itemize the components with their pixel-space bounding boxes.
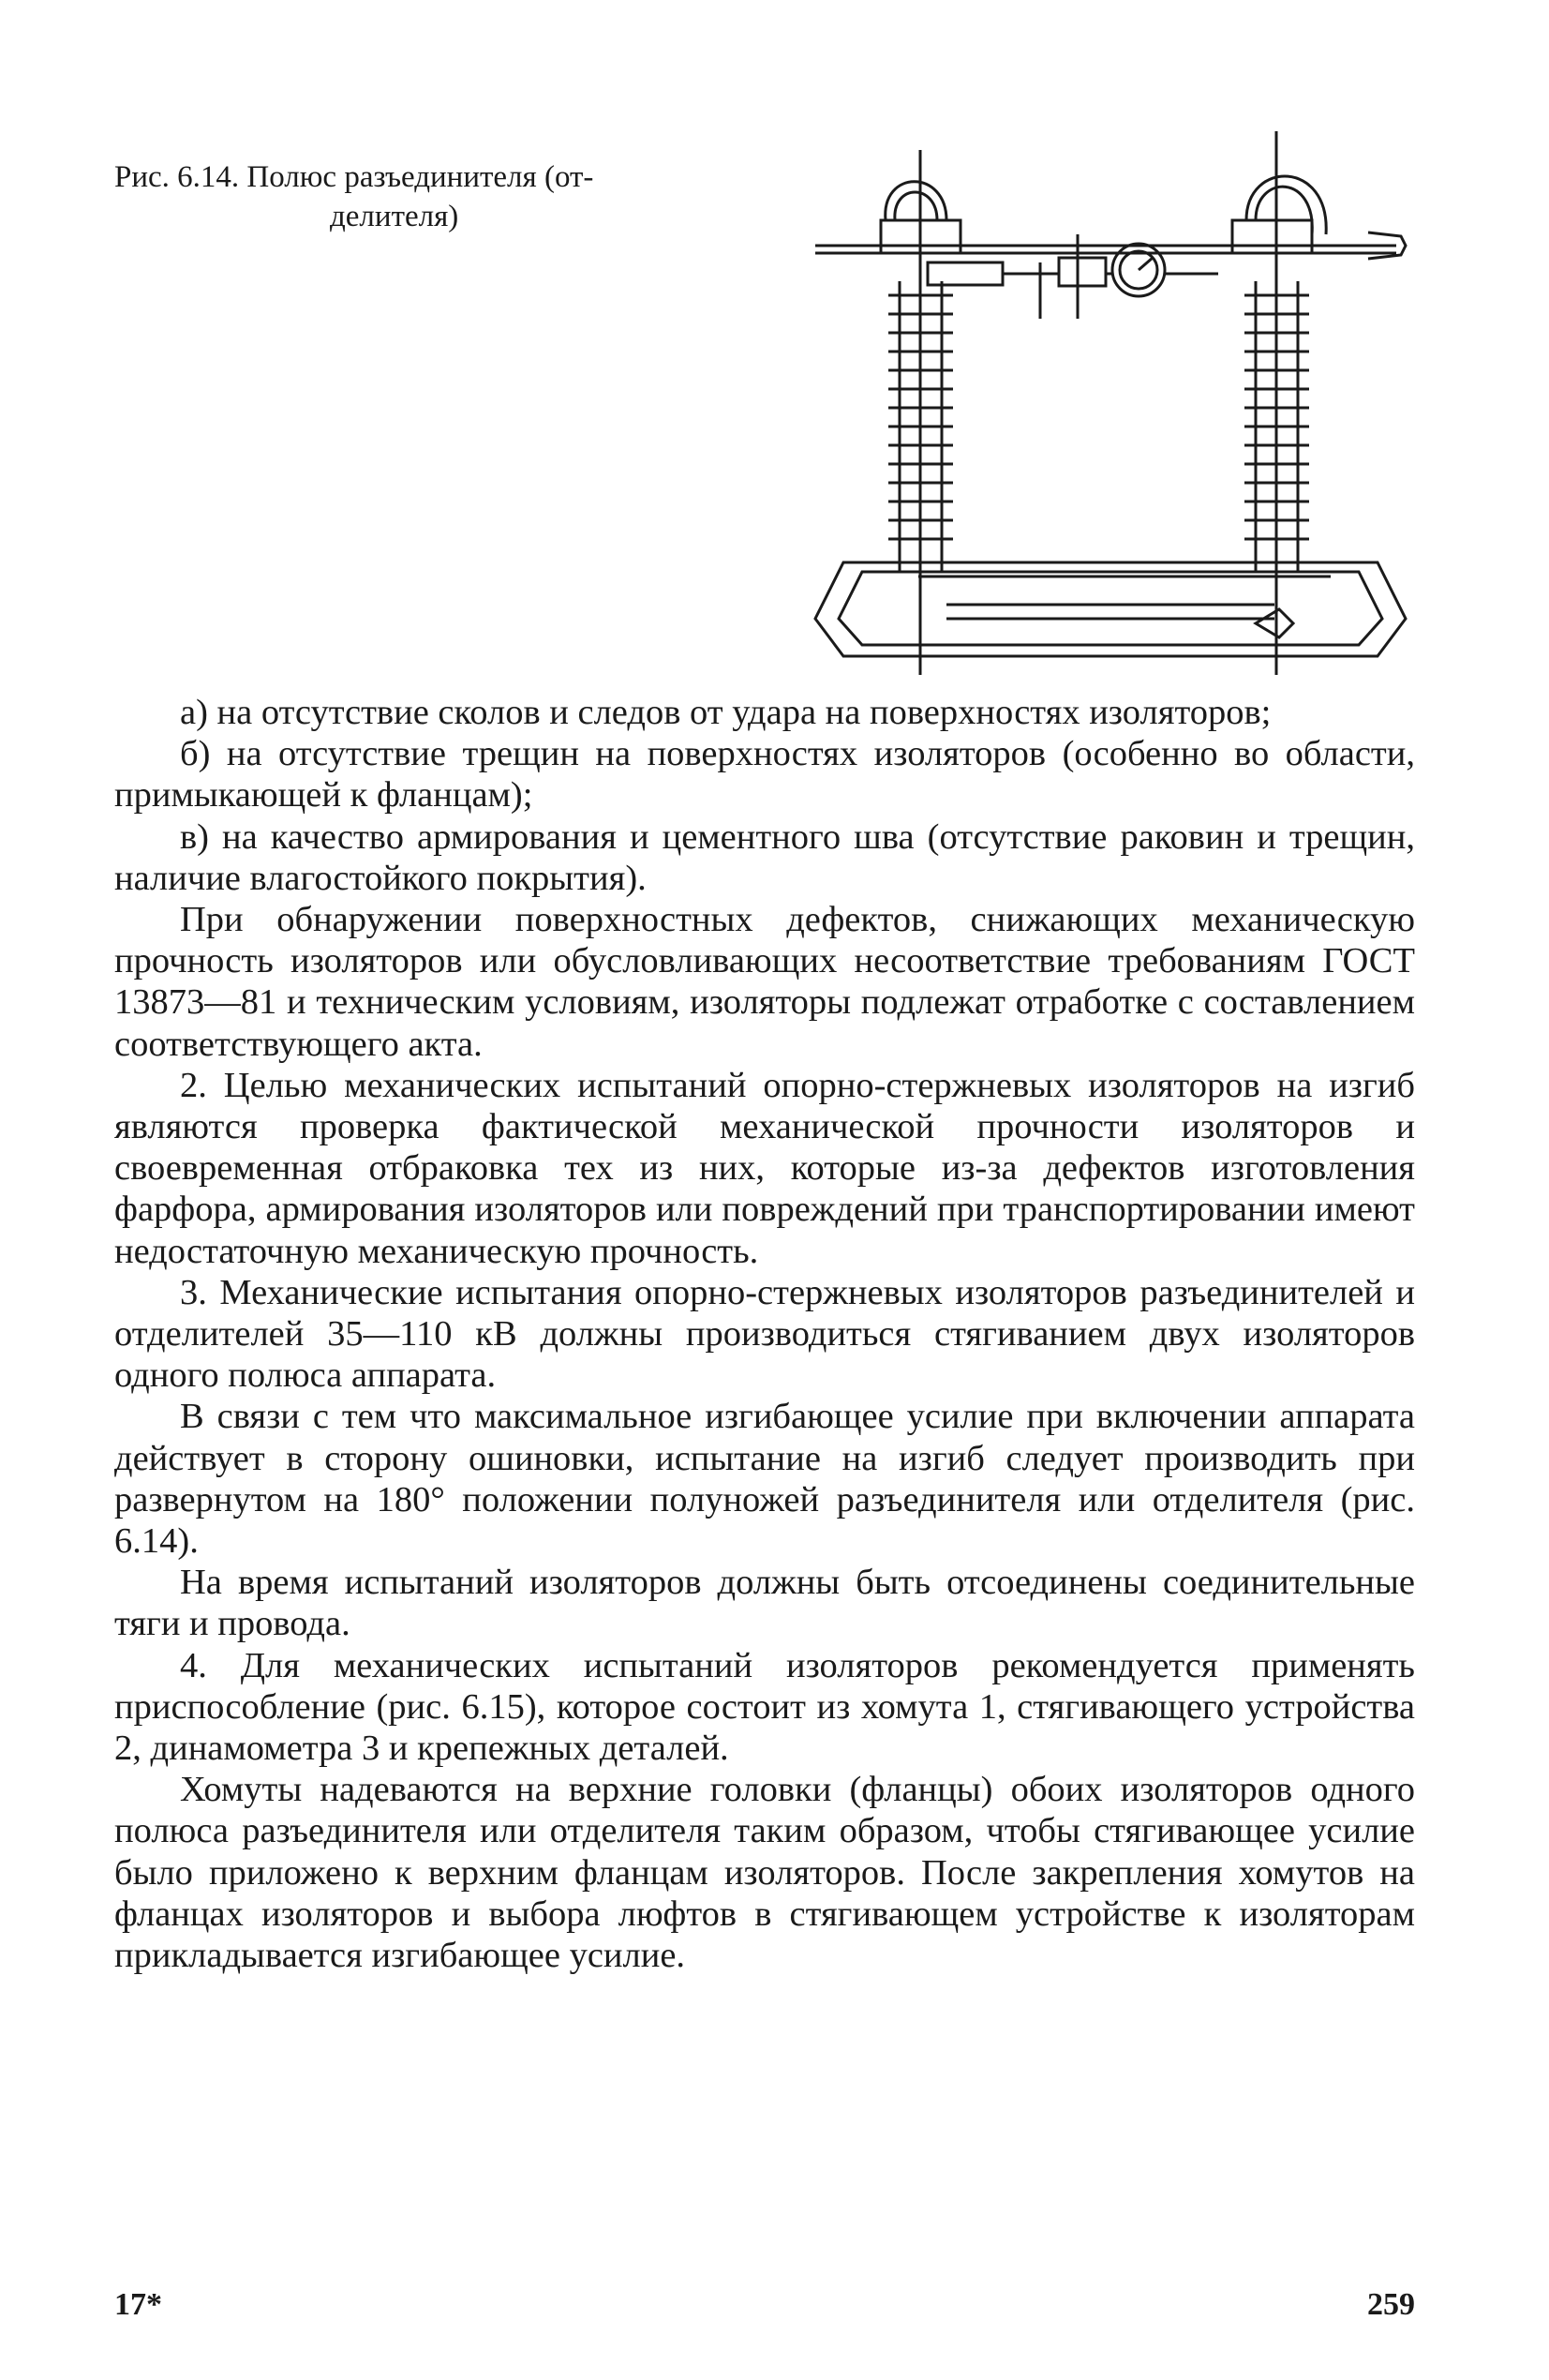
paragraph: На время испытаний изоляторов должны быть отсоединены соединительные тяги и провода. — [114, 1563, 1415, 1644]
figure-caption — [114, 157, 733, 236]
page-number: 259 — [1367, 2287, 1415, 2322]
paragraph: 4. Для механических испытаний изоляторов рекомендуется применять приспособление (рис. 6.15), которое состоит из хомута 1, стягивающего устройства 2, динамометра 3 и крепежных деталей. — [114, 1645, 1415, 1769]
paragraph: 3. Механические испытания опорно-стержневых изоляторов разъединителей и отделителей 35—110 кВ должны производиться стягиванием двух изоляторов одного полюса аппарата. — [114, 1272, 1415, 1396]
paragraph: Хомуты надеваются на верхние головки (фланцы) обоих изоляторов одного полюса разъединителя или отделителя таким образом, чтобы стягивающее усилие было приложено к верхним фланцам изоляторов. После закрепления хомутов на фланцах изоляторов и выбора люфтов в стягивающем устройстве к изоляторам прикладывается изгибающее усилие. — [114, 1770, 1415, 1976]
figure-caption-line2: делителя) — [330, 200, 459, 233]
paragraph: 2. Целью механических испытаний опорно-стержневых изоляторов на изгиб являются проверка фактической механической прочности изоляторов и своевременная отбраковка тех из них, которые из-за дефектов изготовления фарфора, армирования изоляторов или повреждений при транспортировании имеют недостаточную механическую прочность. — [114, 1065, 1415, 1271]
figure-caption-line1: Рис. 6.14. Полюс разъединителя (от- — [114, 160, 594, 194]
signature-mark: 17* — [114, 2287, 162, 2322]
paragraph: в) на качество армирования и цементного шва (отсутствие раковин и трещин, наличие влагостойкого покрытия). — [114, 816, 1415, 898]
paragraph: б) на отсутствие трещин на поверхностях изоляторов (особенно во области, примыкающей к фланцам); — [114, 734, 1415, 816]
paragraph: В связи с тем что максимальное изгибающее усилие при включении аппарата действует в сторону ошиновки, испытание на изгиб следует производить при развернутом на 180° положении полуножей разъединителя или отделителя (рис. 6.14). — [114, 1397, 1415, 1562]
disconnector-pole-drawing — [806, 131, 1415, 675]
paragraph: При обнаружении поверхностных дефектов, снижающих механическую прочность изоляторов или обусловливающих несоответствие требованиям ГОСТ 13873—81 и техническим условиям, изоляторы подлежат отработке с составлением соответствующего акта. — [114, 900, 1415, 1064]
body-text — [114, 692, 1415, 1976]
paragraph: а) на отсутствие сколов и следов от удара на поверхностях изоляторов; — [180, 693, 1272, 732]
